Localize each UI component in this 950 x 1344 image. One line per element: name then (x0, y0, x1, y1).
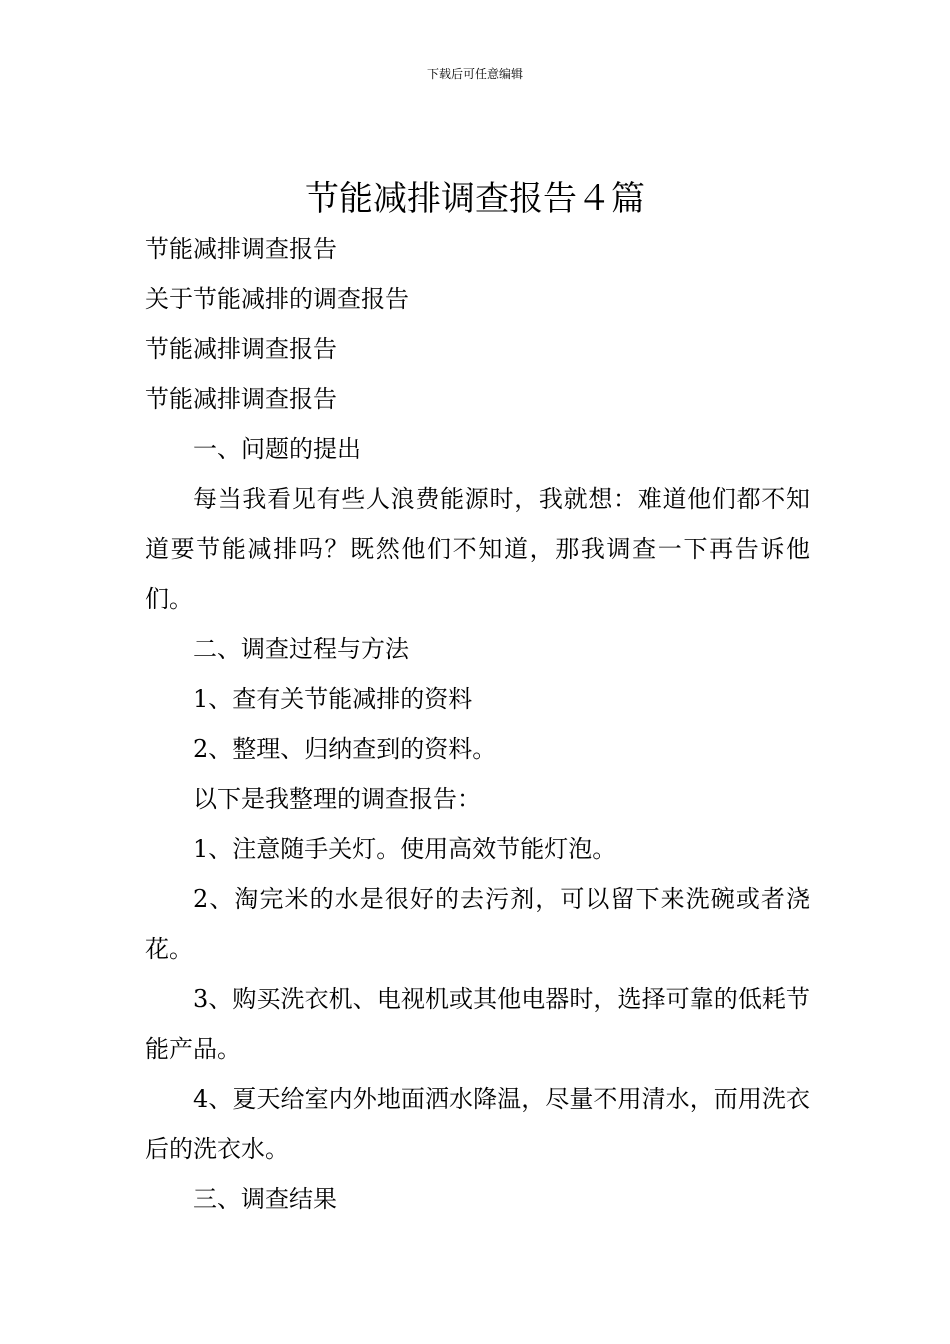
document-title: 节能减排调查报告４篇 (305, 179, 645, 219)
list-item: 1、查有关节能减排的资料 (193, 685, 473, 713)
section-heading: 一、问题的提出 (193, 435, 361, 463)
section-heading: 二、调查过程与方法 (193, 635, 409, 663)
list-item: 4、夏天给室内外地面洒水降温，尽量不用清水，而用洗衣后的洗衣水。 (145, 1085, 810, 1163)
toc-item: 节能减排调查报告 (145, 335, 337, 363)
list-item: 3、购买洗衣机、电视机或其他电器时，选择可靠的低耗节能产品。 (145, 985, 810, 1063)
page-header-note: 下载后可任意编辑 (426, 67, 523, 81)
list-item: 2、整理、归纳查到的资料。 (193, 735, 497, 763)
document-body (145, 224, 810, 1224)
paragraph: 以下是我整理的调查报告： (193, 785, 481, 813)
list-item: 1、注意随手关灯。使用高效节能灯泡。 (193, 835, 617, 863)
list-item: 2、淘完米的水是很好的去污剂，可以留下来洗碗或者浇花。 (145, 885, 810, 963)
toc-item: 节能减排调查报告 (145, 385, 337, 413)
section-heading: 三、调查结果 (193, 1185, 337, 1213)
paragraph: 每当我看见有些人浪费能源时，我就想：难道他们都不知道要节能减排吗？既然他们不知道，那我调查一下再告诉他们。 (145, 485, 810, 613)
toc-item: 关于节能减排的调查报告 (145, 285, 409, 313)
toc-item: 节能减排调查报告 (145, 235, 337, 263)
